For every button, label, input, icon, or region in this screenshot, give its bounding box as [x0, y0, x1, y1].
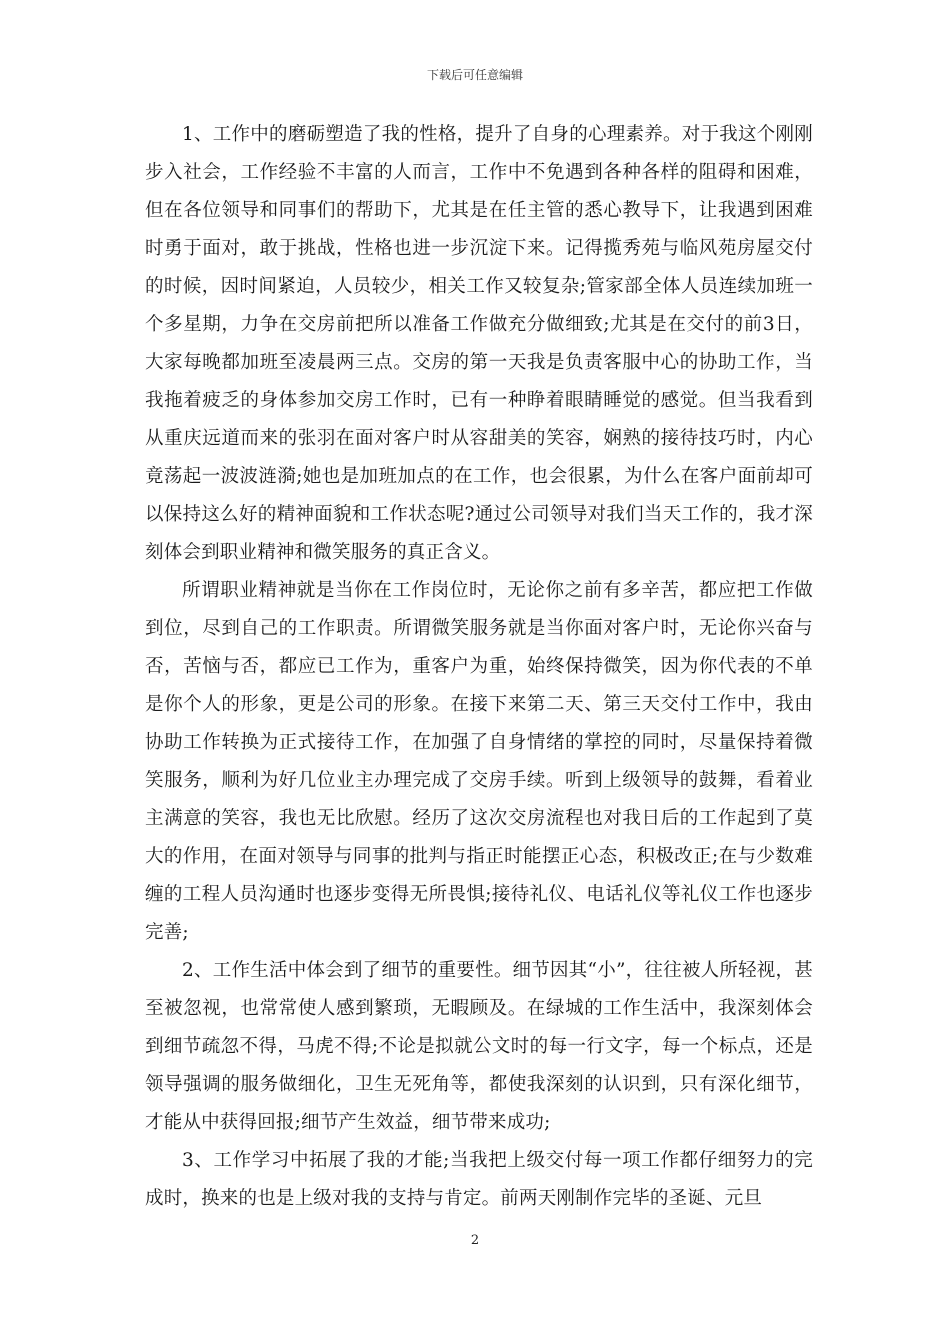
paragraph-3: 2、工作生活中体会到了细节的重要性。细节因其“小”，往往被人所轻视，甚至被忽视，也常常使人感到繁琐，无暇顾及。在绿城的工作生活中，我深刻体会到细节疏忽不得，马虎不得;不论是拟就公文时的每一行文字，每一个标点，还是领导强调的服务做细化，卫生无死角等，都使我深刻的认识到，只有深化细节，才能从中获得回报;细节产生效益，细节带来成功; [145, 960, 813, 1133]
paragraph-4: 3、工作学习中拓展了我的才能;当我把上级交付每一项工作都仔细努力的完成时，换来的也是上级对我的支持与肯定。前两天刚制作完毕的圣诞、元旦 [145, 1150, 813, 1209]
document-body [145, 116, 813, 1218]
page-number: 2 [470, 1233, 480, 1248]
paragraph-2: 所谓职业精神就是当你在工作岗位时，无论你之前有多辛苦，都应把工作做到位，尽到自己的工作职责。所谓微笑服务就是当你面对客户时，无论你兴奋与否，苦恼与否，都应已工作为，重客户为重，始终保持微笑，因为你代表的不单是你个人的形象，更是公司的形象。在接下来第二天、第三天交付工作中，我由协助工作转换为正式接待工作，在加强了自身情绪的掌控的同时，尽量保持着微笑服务，顺利为好几位业主办理完成了交房手续。听到上级领导的鼓舞，看着业主满意的笑容，我也无比欣慰。经历了这次交房流程也对我日后的工作起到了莫大的作用，在面对领导与同事的批判与指正时能摆正心态，积极改正;在与少数难缠的工程人员沟通时也逐步变得无所畏惧;接待礼仪、电话礼仪等礼仪工作也逐步完善; [145, 580, 813, 943]
page-header: 下载后可任意编辑 [426, 68, 523, 82]
paragraph-1: 1、工作中的磨砺塑造了我的性格，提升了自身的心理素养。对于我这个刚刚步入社会，工作经验不丰富的人而言，工作中不免遇到各种各样的阻碍和困难，但在各位领导和同事们的帮助下，尤其是在任主管的悉心教导下，让我遇到困难时勇于面对，敢于挑战，性格也进一步沉淀下来。记得揽秀苑与临风苑房屋交付的时候，因时间紧迫，人员较少，相关工作又较复杂;管家部全体人员连续加班一个多星期，力争在交房前把所以准备工作做充分做细致;尤其是在交付的前3日，大家每晚都加班至凌晨两三点。交房的第一天我是负责客服中心的协助工作，当我拖着疲乏的身体参加交房工作时，已有一种睁着眼睛睡觉的感觉。但当我看到从重庆远道而来的张羽在面对客户时从容甜美的笑容，娴熟的接待技巧时，内心竟荡起一波波涟漪;她也是加班加点的在工作，也会很累，为什么在客户面前却可以保持这么好的精神面貌和工作状态呢?通过公司领导对我们当天工作的，我才深刻体会到职业精神和微笑服务的真正含义。 [145, 124, 813, 563]
